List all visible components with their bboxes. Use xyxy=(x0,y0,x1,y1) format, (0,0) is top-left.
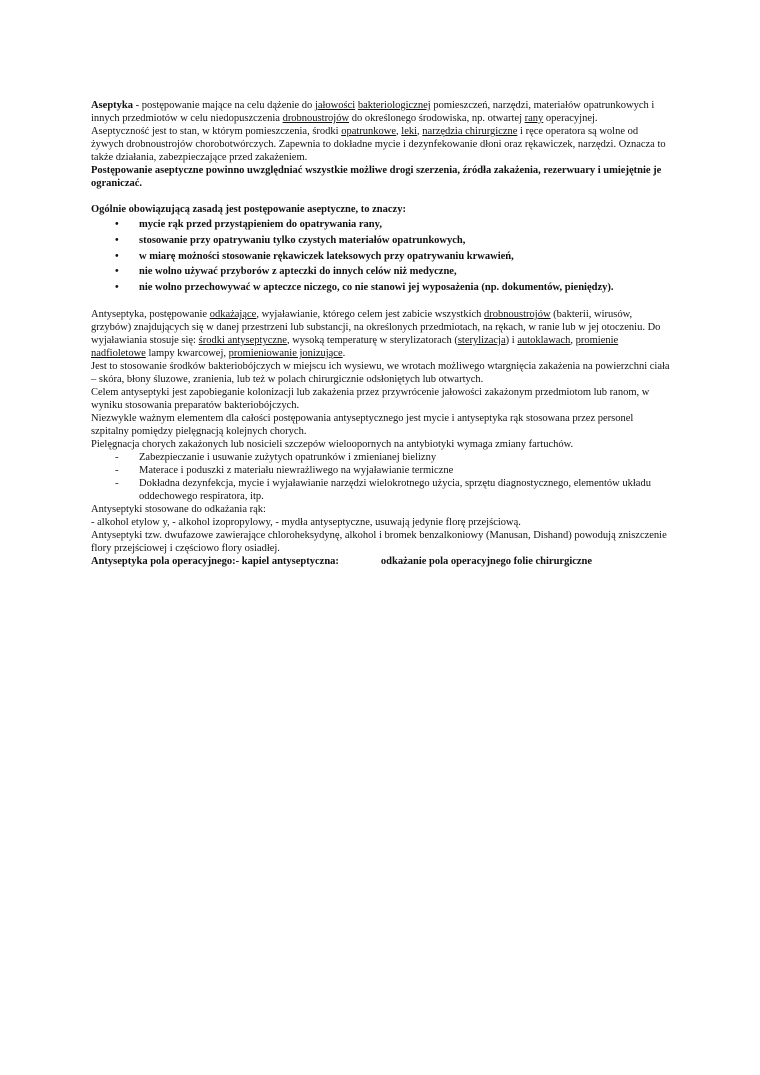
list-item-text: stosowanie przy opatrywaniu tylko czystych materiałów opatrunkowych, xyxy=(139,234,466,246)
list-item xyxy=(91,249,671,265)
list-item xyxy=(91,264,671,280)
dash-marker: - xyxy=(115,451,119,463)
spacer xyxy=(91,296,671,308)
text: - postępowanie mające na celu dążenie do xyxy=(133,100,315,111)
text: , xyxy=(570,334,576,346)
list-item xyxy=(91,477,671,503)
text: . xyxy=(342,347,346,359)
paragraph-mycie-rak: Niezwykle ważnym elementem dla całości postępowania antyseptycznego jest mycie i antyseptyka rąk stosowana przez personel szpitalny pomiędzy pielęgnacją kolejnych chorych. xyxy=(91,412,634,437)
paragraph-zasada: Ogólnie obowiązującą zasadą jest postępowanie aseptyczne, to znaczy: xyxy=(91,204,406,215)
paragraph-pielegnacja: Pielęgnacja chorych zakażonych lub nosicieli szczepów wieloopornych na antybiotyki wymaga zmiany fartuchów. xyxy=(91,438,574,450)
link-odkazajace[interactable]: odkażające xyxy=(209,308,257,320)
list-item-text: w miarę możności stosowanie rękawiczek lateksowych przy opatrywaniu krwawień, xyxy=(139,250,514,262)
paragraph-postepowanie-aseptyczne: Postępowanie aseptyczne powinno uwzględniać wszystkie możliwe drogi szerzenia, źródła zakażenia, rezerwuary i umiejętnie je ograniczać. xyxy=(91,165,662,189)
text: pomieszczeń, narzędzi, materiałów opatrunkowych i innych przedmiotów w celu niedopuszczenia xyxy=(91,100,655,124)
paragraph-antyseptyki-rak: Antyseptyki stosowane do odkażania rąk: xyxy=(91,503,266,515)
bullet-icon: • xyxy=(115,250,119,262)
text: , wysoką temperaturę w sterylizatorach ( xyxy=(286,334,458,346)
bullet-icon: • xyxy=(115,266,119,278)
text: do określonego środowiska, np. otwartej xyxy=(349,113,525,124)
dash-marker: - xyxy=(115,464,119,476)
list-item-text: Dokładna dezynfekcja, mycie i wyjaławianie narzędzi wielokrotnego użycia, sprzętu diagnostycznego, elementów układu oddechowego respiratora, itp. xyxy=(139,477,651,502)
link-opatrunkowe[interactable]: opatrunkowe xyxy=(341,126,397,137)
link-srodki-antyseptyczne[interactable]: środki antyseptyczne xyxy=(198,334,287,346)
link-rany[interactable]: rany xyxy=(524,113,544,124)
list-item-text: nie wolno używać przyborów z apteczki do innych celów niż medyczne, xyxy=(139,266,457,278)
link-jalowosci[interactable]: jałowości xyxy=(314,100,356,111)
list-item-text: nie wolno przechowywać w apteczce niczego, co nie stanowi jej wyposażenia (np. dokumentów, pieniędzy). xyxy=(139,282,614,294)
paragraph-aseptycznosc xyxy=(91,125,671,164)
text: Aseptyczność jest to stan, w którym pomieszczenia, środki xyxy=(91,126,342,137)
list-item xyxy=(91,280,671,296)
list-item xyxy=(91,217,671,233)
document-page xyxy=(91,99,671,568)
list-item xyxy=(91,233,671,249)
paragraph-alkohole: - alkohol etylow y, - alkohol izopropylowy, - mydła antyseptyczne, usuwają jedynie florę przejściową. xyxy=(91,516,521,528)
paragraph-cel-antyseptyki: Celem antyseptyki jest zapobieganie kolonizacji lub zakażenia przez przywrócenie jałowości zakażonym przedmiotom lub ranom, w wyniku stosowania preparatów bakteriobójczych. xyxy=(91,386,650,411)
text: odkażanie pola operacyjnego folie chirurgiczne xyxy=(380,555,593,567)
link-autoklawach[interactable]: autoklawach xyxy=(517,334,571,346)
dash-marker: - xyxy=(115,477,119,489)
list-item xyxy=(91,451,671,464)
text: ) i xyxy=(505,334,518,346)
link-bakteriologicznej[interactable]: bakteriologicznej xyxy=(357,100,431,111)
list-item-text: Materace i poduszki z materiału niewrażliwego na wyjaławianie termiczne xyxy=(139,464,454,476)
paragraph-aseptyka-definition xyxy=(91,99,671,125)
text: , xyxy=(396,126,402,137)
text: operacyjnej. xyxy=(543,113,598,124)
list-item-text: Zabezpieczanie i usuwanie zużytych opatrunków i zmienianej bielizny xyxy=(139,451,437,463)
bullet-icon: • xyxy=(115,219,119,230)
link-drobnoustrojow-2[interactable]: drobnoustrojów xyxy=(484,308,551,320)
bullet-icon: • xyxy=(115,234,119,246)
paragraph-pole-operacyjne xyxy=(91,555,671,568)
list-item-text: mycie rąk przed przystąpieniem do opatrywania rany, xyxy=(139,219,382,230)
text: lampy kwarcowej, xyxy=(145,347,229,359)
bullet-icon: • xyxy=(115,282,119,294)
list-item xyxy=(91,464,671,477)
link-narzedzia-chirurgiczne[interactable]: narzędzia chirurgiczne xyxy=(422,126,518,137)
text: Antyseptyka, postępowanie xyxy=(91,308,210,320)
text: i ręce operatora są wolne od żywych drobnoustrojów chorobotwórczych. Zapewnia to dokładne mycie i dezynfekowanie dłoni oraz rękawiczek, narzędzi. Oznacza to także działania, zabezpieczające przed zakażeniem. xyxy=(91,126,666,163)
link-leki[interactable]: leki xyxy=(401,126,418,137)
link-drobnoustrojow[interactable]: drobnoustrojów xyxy=(282,113,350,124)
link-promieniowanie-jonizujace[interactable]: promieniowanie jonizujące xyxy=(228,347,343,359)
paragraph-stosowanie-srodkow: Jest to stosowanie środków bakteriobójczych w miejscu ich wysiewu, we wrotach możliwego wtargnięcia zakażenia na powierzchni ciała – skóra, błony śluzowe, zranienia, lub też w polach chirurgicznie odsłoniętych lub otwartych. xyxy=(91,360,670,385)
link-sterylizacja[interactable]: sterylizacja xyxy=(457,334,506,346)
paragraph-dwufazowe: Antyseptyki tzw. dwufazowe zawierające chloroheksydynę, alkohol i bromek benzalkoniowy (Manusan, Dishand) powodują zniszczenie flory przejściowej i częściowo flory osiadłej. xyxy=(91,529,667,554)
term-aseptyka: Aseptyka xyxy=(91,100,134,111)
spacer xyxy=(91,190,671,203)
text: (bakterii, wirusów, grzybów) znajdujących się w danej przestrzeni lub substancji, na określonych przedmiotach, na rękach, w ranie lub w jej otoczeniu. Do wyjaławiania stosuje się: xyxy=(91,308,661,346)
dash-list xyxy=(91,451,671,503)
bullet-list xyxy=(91,217,671,296)
text: Antyseptyka pola operacyjnego:- kapiel antyseptyczna: xyxy=(91,555,339,567)
text: , xyxy=(417,126,423,137)
link-promienie-nadfioletowe[interactable]: promienie nadfioletowe xyxy=(91,334,619,359)
paragraph-antyseptyka-definition xyxy=(91,308,671,360)
text: , wyjaławianie, którego celem jest zabicie wszystkich xyxy=(256,308,485,320)
